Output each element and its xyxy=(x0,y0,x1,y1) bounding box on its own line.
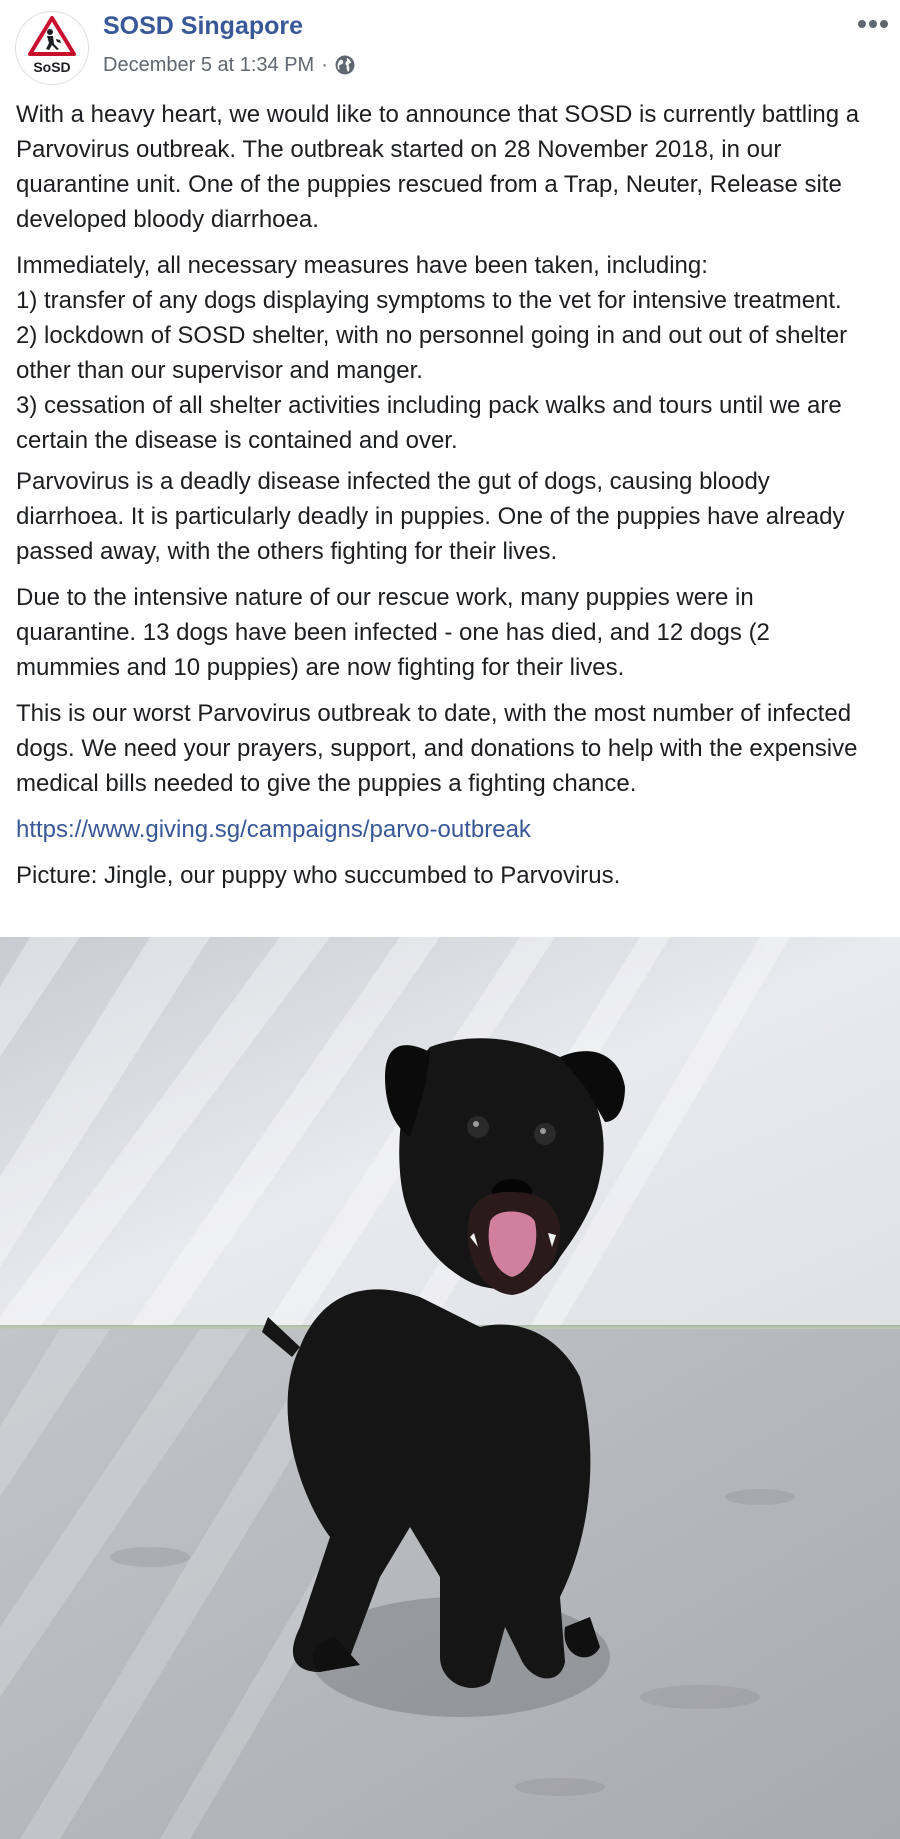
post-body xyxy=(16,97,880,904)
post-timestamp[interactable]: December 5 at 1:34 PM xyxy=(103,53,315,76)
page-name-link[interactable]: SOSD Singapore xyxy=(103,12,304,40)
donation-link[interactable]: https://www.giving.sg/campaigns/parvo-outbreak xyxy=(16,816,531,843)
post-paragraph-disease: Parvovirus is a deadly disease infected the gut of dogs, causing bloody diarrhoea. It is particularly deadly in puppies. One of the puppies have already passed away, with the others fighting for their lives. xyxy=(16,468,845,565)
globe-icon[interactable] xyxy=(334,54,356,76)
avatar-logo-text: SoSD xyxy=(33,59,71,75)
meta-separator: · xyxy=(321,53,328,76)
post-header xyxy=(0,0,900,96)
post-paragraph-appeal: This is our worst Parvovirus outbreak to date, with the most number of infected dogs. We need your prayers, support, and donations to help with the expensive medical bills needed to give the puppies a fighting chance. xyxy=(16,700,858,797)
more-options-icon[interactable] xyxy=(853,10,893,38)
post-meta xyxy=(103,50,356,80)
page-avatar[interactable] xyxy=(15,11,89,85)
post-paragraph-infected: Due to the intensive nature of our rescue work, many puppies were in quarantine. 13 dogs have been infected - one has died, and 12 dogs (2 mummies and 10 puppies) are now fighting for their lives. xyxy=(16,584,770,681)
post-paragraph-measures: Immediately, all necessary measures have been taken, including: 1) transfer of any dogs displaying symptoms to the vet for intensive treatment. 2) lockdown of SOSD shelter, with no personnel going in and out out of shelter other than our supervisor and manger. 3) cessation of all shelter activities including pack walks and tours until we are certain the disease is contained and over. xyxy=(16,252,848,454)
post-paragraph-intro: With a heavy heart, we would like to announce that SOSD is currently battling a Parvovirus outbreak. The outbreak started on 28 November 2018, in our quarantine unit. One of the puppies rescued from a Trap, Neuter, Release site developed bloody diarrhoea. xyxy=(16,101,860,233)
post-photo-puppy[interactable] xyxy=(0,937,900,1839)
post-paragraph-caption: Picture: Jingle, our puppy who succumbed to Parvovirus. xyxy=(16,862,621,889)
